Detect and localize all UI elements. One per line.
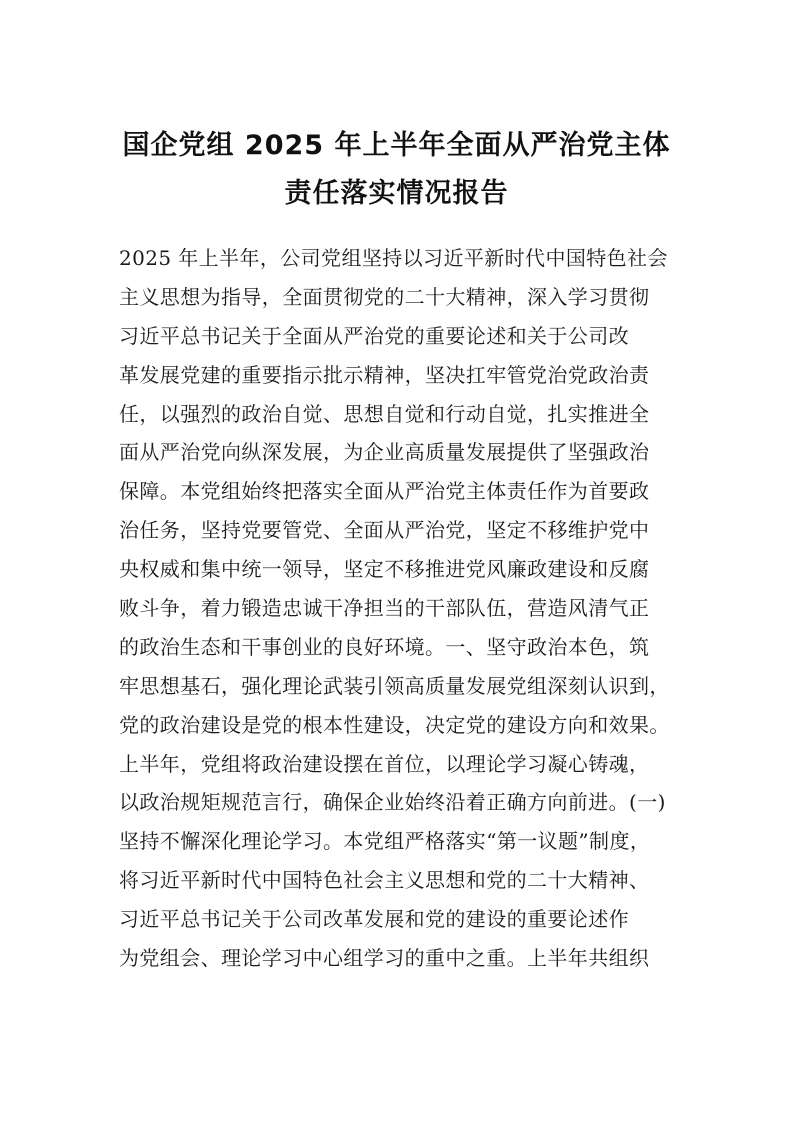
body-line: 治任务，坚持党要管党、全面从严治党，坚定不移维护党中: [119, 518, 650, 543]
body-line: 主义思想为指导，全面贯彻党的二十大精神，深入学习贯彻: [119, 284, 650, 309]
title-line-1: 国企党组 2025 年上半年全面从严治党主体: [122, 130, 671, 161]
document-title: [60, 122, 733, 218]
body-line: 习近平总书记关于全面从严治党的重要论述和关于公司改: [119, 323, 629, 348]
body-line: 为党组会、理论学习中心组学习的重中之重。上半年共组织: [119, 946, 650, 971]
body-line: 习近平总书记关于公司改革发展和党的建设的重要论述作: [119, 907, 629, 932]
body-line: 将习近平新时代中国特色社会主义思想和党的二十大精神、: [119, 868, 650, 893]
body-line: 革发展党建的重要指示批示精神，坚决扛牢管党治党政治责: [119, 362, 650, 387]
body-line: 面从严治党向纵深发展，为企业高质量发展提供了坚强政治: [119, 440, 650, 465]
body-line: 以政治规矩规范言行，确保企业始终沿着正确方向前进。(一): [119, 790, 666, 815]
document-body: [119, 239, 685, 978]
body-line: 上半年，党组将政治建设摆在首位，以理论学习凝心铸魂，: [119, 751, 650, 776]
body-line: 央权威和集中统一领导，坚定不移推进党风廉政建设和反腐: [119, 557, 650, 582]
body-line: 牢思想基石，强化理论武装引领高质量发展党组深刻认识到，: [119, 673, 670, 698]
body-line: 2025 年上半年，公司党组坚持以习近平新时代中国特色社会: [119, 246, 668, 270]
body-line: 的政治生态和干事创业的良好环境。一、坚守政治本色，筑: [119, 634, 650, 659]
body-line: 保障。本党组始终把落实全面从严治党主体责任作为首要政: [119, 479, 650, 504]
body-line: 任，以强烈的政治自觉、思想自觉和行动自觉，扎实推进全: [119, 401, 650, 426]
body-line: 败斗争，着力锻造忠诚干净担当的干部队伍，营造风清气正: [119, 596, 650, 621]
body-line: 坚持不懈深化理论学习。本党组严格落实“第一议题”制度，: [119, 829, 651, 854]
body-line: 党的政治建设是党的根本性建设，决定党的建设方向和效果。: [119, 712, 670, 737]
title-line-2: 责任落实情况报告: [284, 178, 509, 209]
